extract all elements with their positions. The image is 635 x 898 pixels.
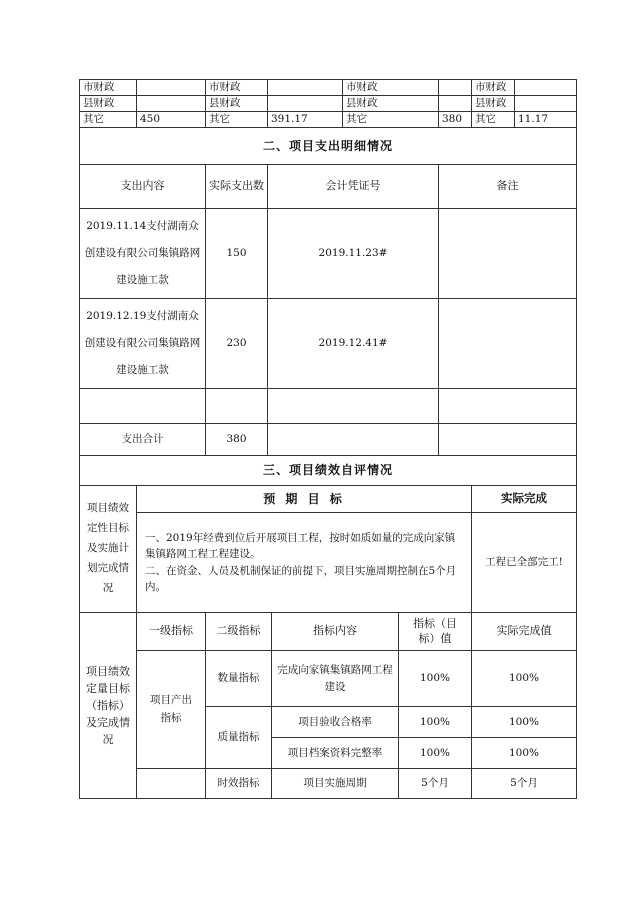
expense-voucher: 2019.11.23# xyxy=(268,209,439,299)
funding-row xyxy=(80,80,577,96)
indicator-level2: 数量指标 xyxy=(206,651,272,707)
indicator-target: 5个月 xyxy=(399,769,472,799)
expected-goal-line-1: 一、2019年经费到位后开展项目工程，按时如质如量的完成向家镇集镇路网工程工程建设。 xyxy=(145,531,456,561)
expense-note xyxy=(439,209,577,299)
indicator-level2: 质量指标 xyxy=(206,707,272,769)
expense-section-title: 二、项目支出明细情况 xyxy=(80,128,577,165)
funding-value xyxy=(515,96,577,112)
qualitative-label: 项目绩效定性目标及实施计划完成情况 xyxy=(80,486,137,613)
funding-value xyxy=(439,80,472,96)
funding-value xyxy=(137,80,206,96)
funding-label: 市财政 xyxy=(472,80,515,96)
expense-amount xyxy=(206,389,268,424)
funding-label: 市财政 xyxy=(343,80,439,96)
funding-value: 450 xyxy=(137,112,206,128)
performance-section-title: 三、项目绩效自评情况 xyxy=(80,456,577,486)
indicator-row xyxy=(80,651,577,707)
expected-goal-text xyxy=(137,513,472,613)
indicator-header: 指标（目标）值 xyxy=(399,613,472,651)
funding-label: 其它 xyxy=(80,112,137,128)
funding-value xyxy=(268,80,343,96)
indicator-level2: 时效指标 xyxy=(206,769,272,799)
expense-row xyxy=(80,299,577,389)
indicator-content: 完成向家镇集镇路网工程建设 xyxy=(272,651,399,707)
indicator-content: 项目实施周期 xyxy=(272,769,399,799)
funding-label: 县财政 xyxy=(206,96,268,112)
funding-value xyxy=(137,96,206,112)
funding-label: 其它 xyxy=(343,112,439,128)
expense-row xyxy=(80,389,577,424)
expected-goal-header: 预 期 目 标 xyxy=(137,486,472,513)
funding-value: 11.17 xyxy=(515,112,577,128)
actual-done-header: 实际完成 xyxy=(472,486,577,513)
expense-total-label: 支出合计 xyxy=(80,424,206,456)
expense-header: 实际支出数 xyxy=(206,165,268,209)
expense-content xyxy=(80,389,206,424)
funding-row xyxy=(80,112,577,128)
expense-content: 2019.12.19支付湖南众创建设有限公司集镇路网建设施工款 xyxy=(80,299,206,389)
funding-label: 市财政 xyxy=(80,80,137,96)
expense-header: 会计凭证号 xyxy=(268,165,439,209)
indicator-target: 100% xyxy=(399,707,472,738)
indicator-target: 100% xyxy=(399,738,472,769)
funding-row xyxy=(80,96,577,112)
expense-header: 备注 xyxy=(439,165,577,209)
indicator-content: 项目验收合格率 xyxy=(272,707,399,738)
indicator-header: 实际完成值 xyxy=(472,613,577,651)
expense-amount: 150 xyxy=(206,209,268,299)
funding-value xyxy=(439,96,472,112)
funding-label: 县财政 xyxy=(343,96,439,112)
expense-row xyxy=(80,209,577,299)
expense-note xyxy=(439,299,577,389)
funding-value: 391.17 xyxy=(268,112,343,128)
expense-amount: 230 xyxy=(206,299,268,389)
indicator-content: 项目档案资料完整率 xyxy=(272,738,399,769)
indicator-header: 二级指标 xyxy=(206,613,272,651)
funding-label: 县财政 xyxy=(80,96,137,112)
expense-total-amount: 380 xyxy=(206,424,268,456)
funding-label: 其它 xyxy=(472,112,515,128)
expense-header: 支出内容 xyxy=(80,165,206,209)
evaluation-table xyxy=(79,79,577,799)
expense-total-row xyxy=(80,424,577,456)
funding-value: 380 xyxy=(439,112,472,128)
expense-content: 2019.11.14支付湖南众创建设有限公司集镇路网建设施工款 xyxy=(80,209,206,299)
expense-voucher: 2019.12.41# xyxy=(268,299,439,389)
funding-label: 其它 xyxy=(206,112,268,128)
expected-goal-line-2: 二、在资金、人员及机制保证的前提下，项目实施周期控制在5个月内。 xyxy=(145,564,457,593)
funding-value xyxy=(515,80,577,96)
expense-note xyxy=(439,389,577,424)
indicator-target: 100% xyxy=(399,651,472,707)
funding-label: 县财政 xyxy=(472,96,515,112)
indicator-actual: 100% xyxy=(472,707,577,738)
expense-voucher xyxy=(268,389,439,424)
funding-value xyxy=(268,96,343,112)
indicator-header: 一级指标 xyxy=(137,613,206,651)
quantitative-label: 项目绩效定量目标（指标）及完成情况 xyxy=(80,613,137,799)
evaluation-form xyxy=(79,79,576,799)
indicator-actual: 100% xyxy=(472,651,577,707)
indicator-row xyxy=(80,769,577,799)
indicator-header: 指标内容 xyxy=(272,613,399,651)
indicator-actual: 5个月 xyxy=(472,769,577,799)
funding-label: 市财政 xyxy=(206,80,268,96)
indicator-actual: 100% xyxy=(472,738,577,769)
level1-output: 项目产出指标 xyxy=(137,651,206,769)
actual-done-text: 工程已全部完工! xyxy=(472,513,577,613)
